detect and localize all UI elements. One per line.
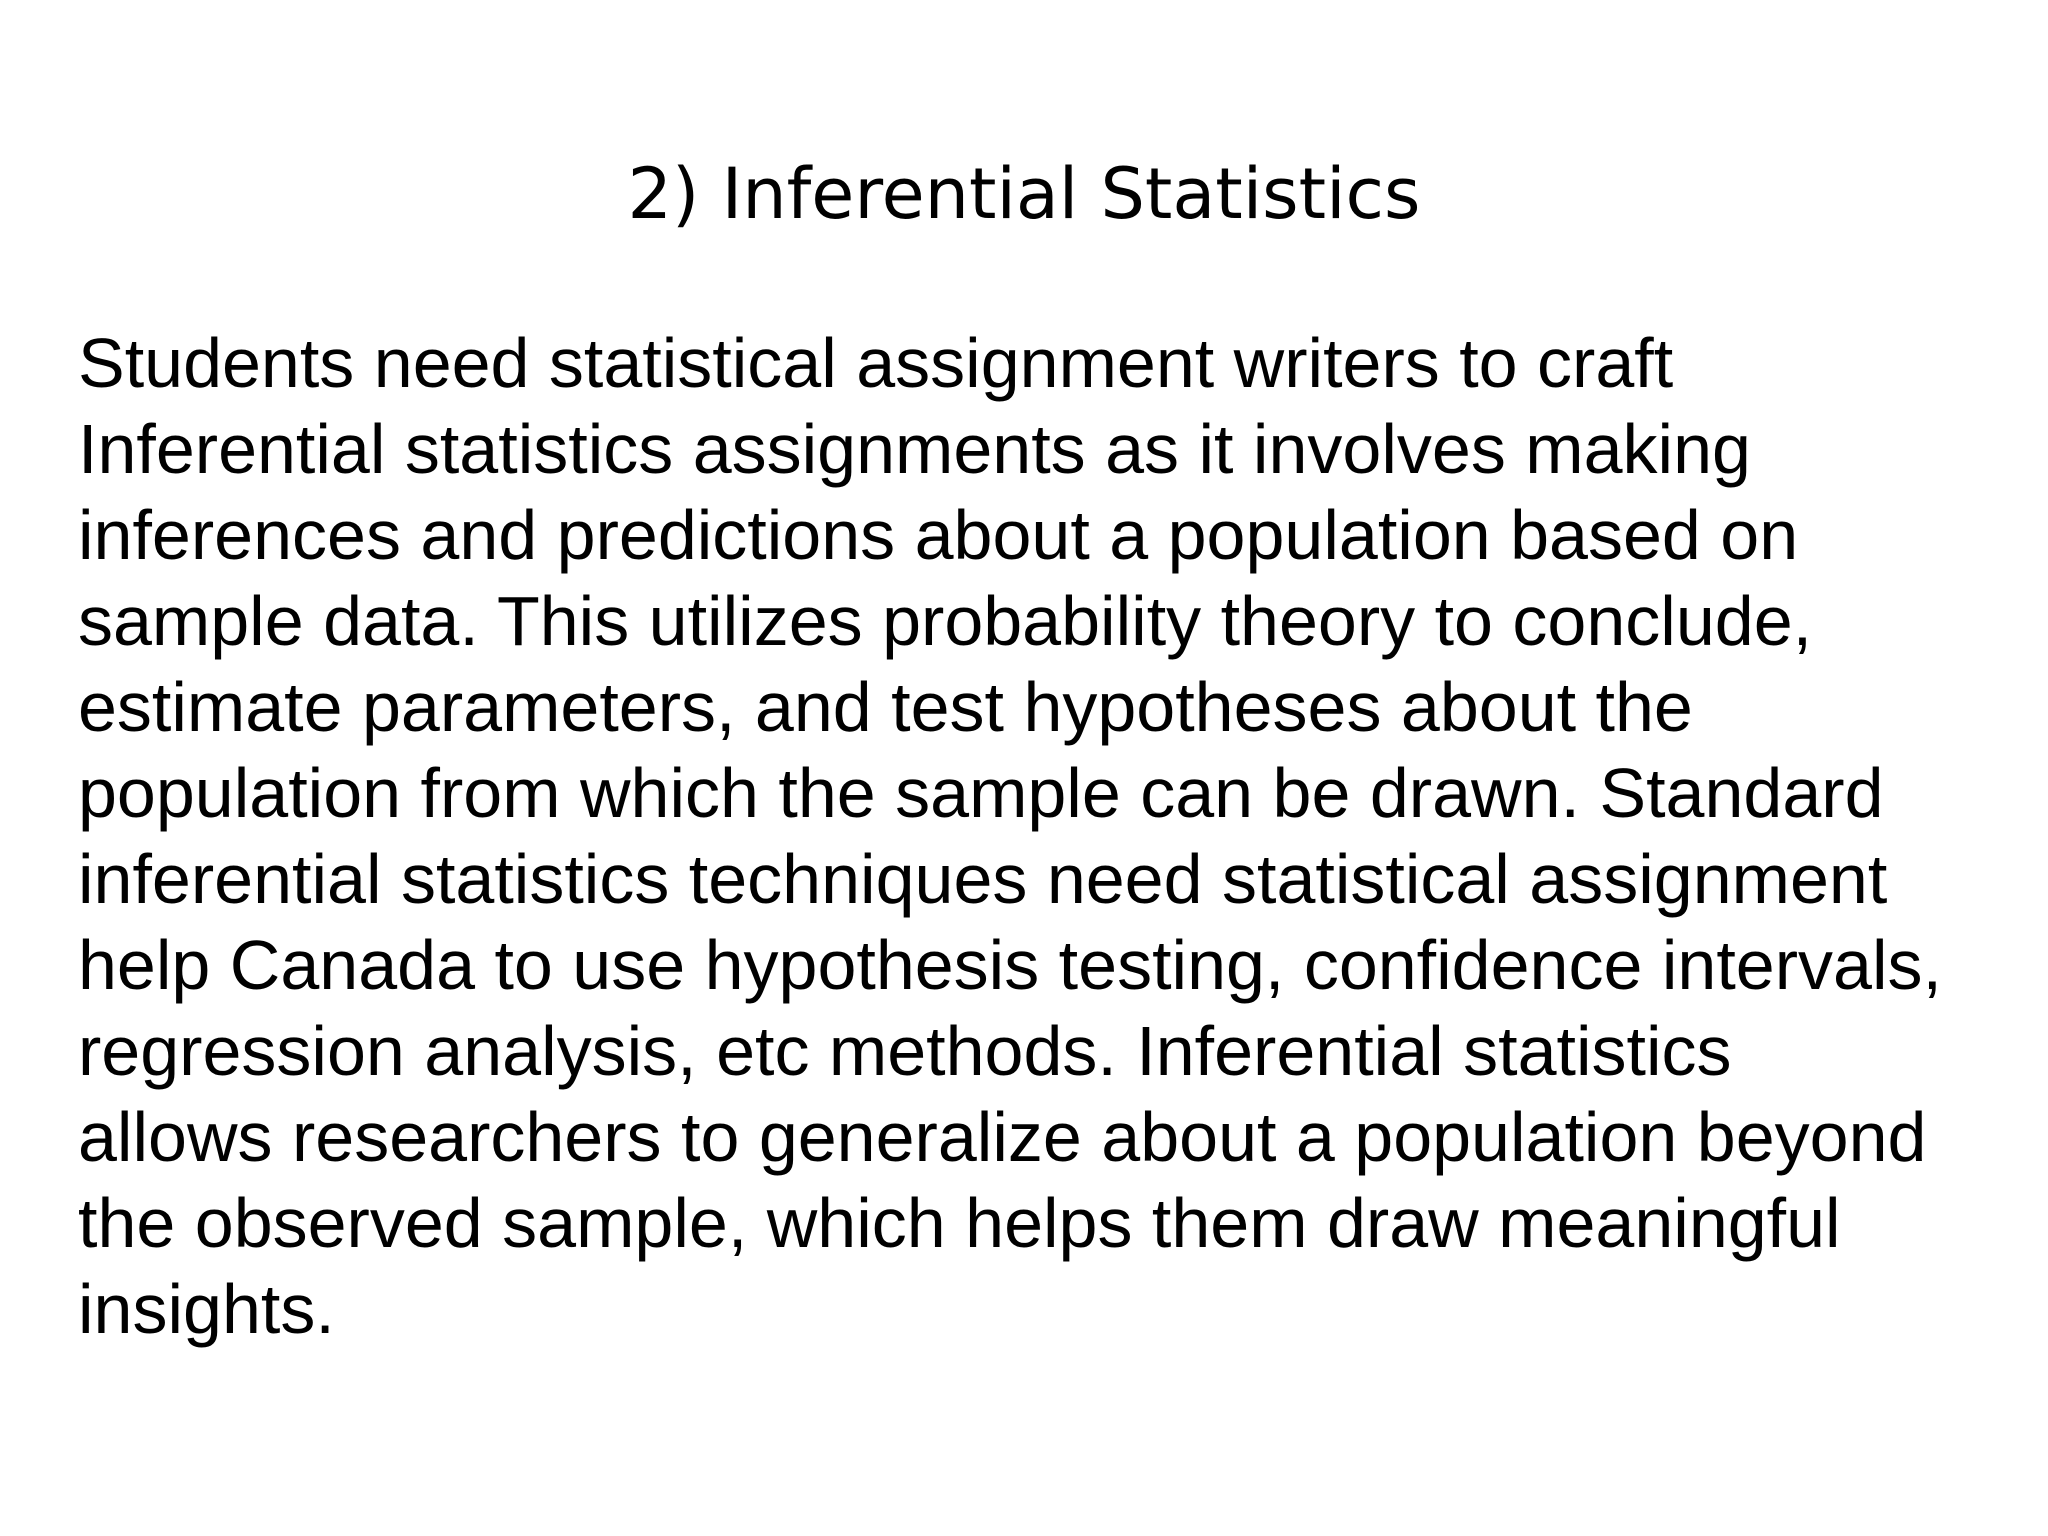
body-line: insights.: [78, 1270, 335, 1348]
body-line: estimate parameters, and test hypotheses about the: [78, 668, 1693, 746]
body-line: inferential statistics techniques need statistical assignment: [78, 840, 1888, 918]
body-line: allows researchers to generalize about a population beyond: [78, 1098, 1927, 1176]
body-line: regression analysis, etc methods. Inferential statistics: [78, 1012, 1732, 1090]
body-line: Inferential statistics assignments as it involves making: [78, 410, 1751, 488]
slide-title: 2) Inferential Statistics: [627, 153, 1421, 235]
body-line: help Canada to use hypothesis testing, confidence intervals,: [78, 926, 1942, 1004]
body-line: inferences and predictions about a population based on: [78, 496, 1799, 574]
body-line: population from which the sample can be drawn. Standard: [78, 754, 1884, 832]
body-line: sample data. This utilizes probability theory to conclude,: [78, 582, 1813, 660]
slide-body-text: [78, 320, 2038, 1352]
body-line: the observed sample, which helps them draw meaningful: [78, 1184, 1841, 1262]
body-line: Students need statistical assignment writers to craft: [78, 324, 1674, 402]
